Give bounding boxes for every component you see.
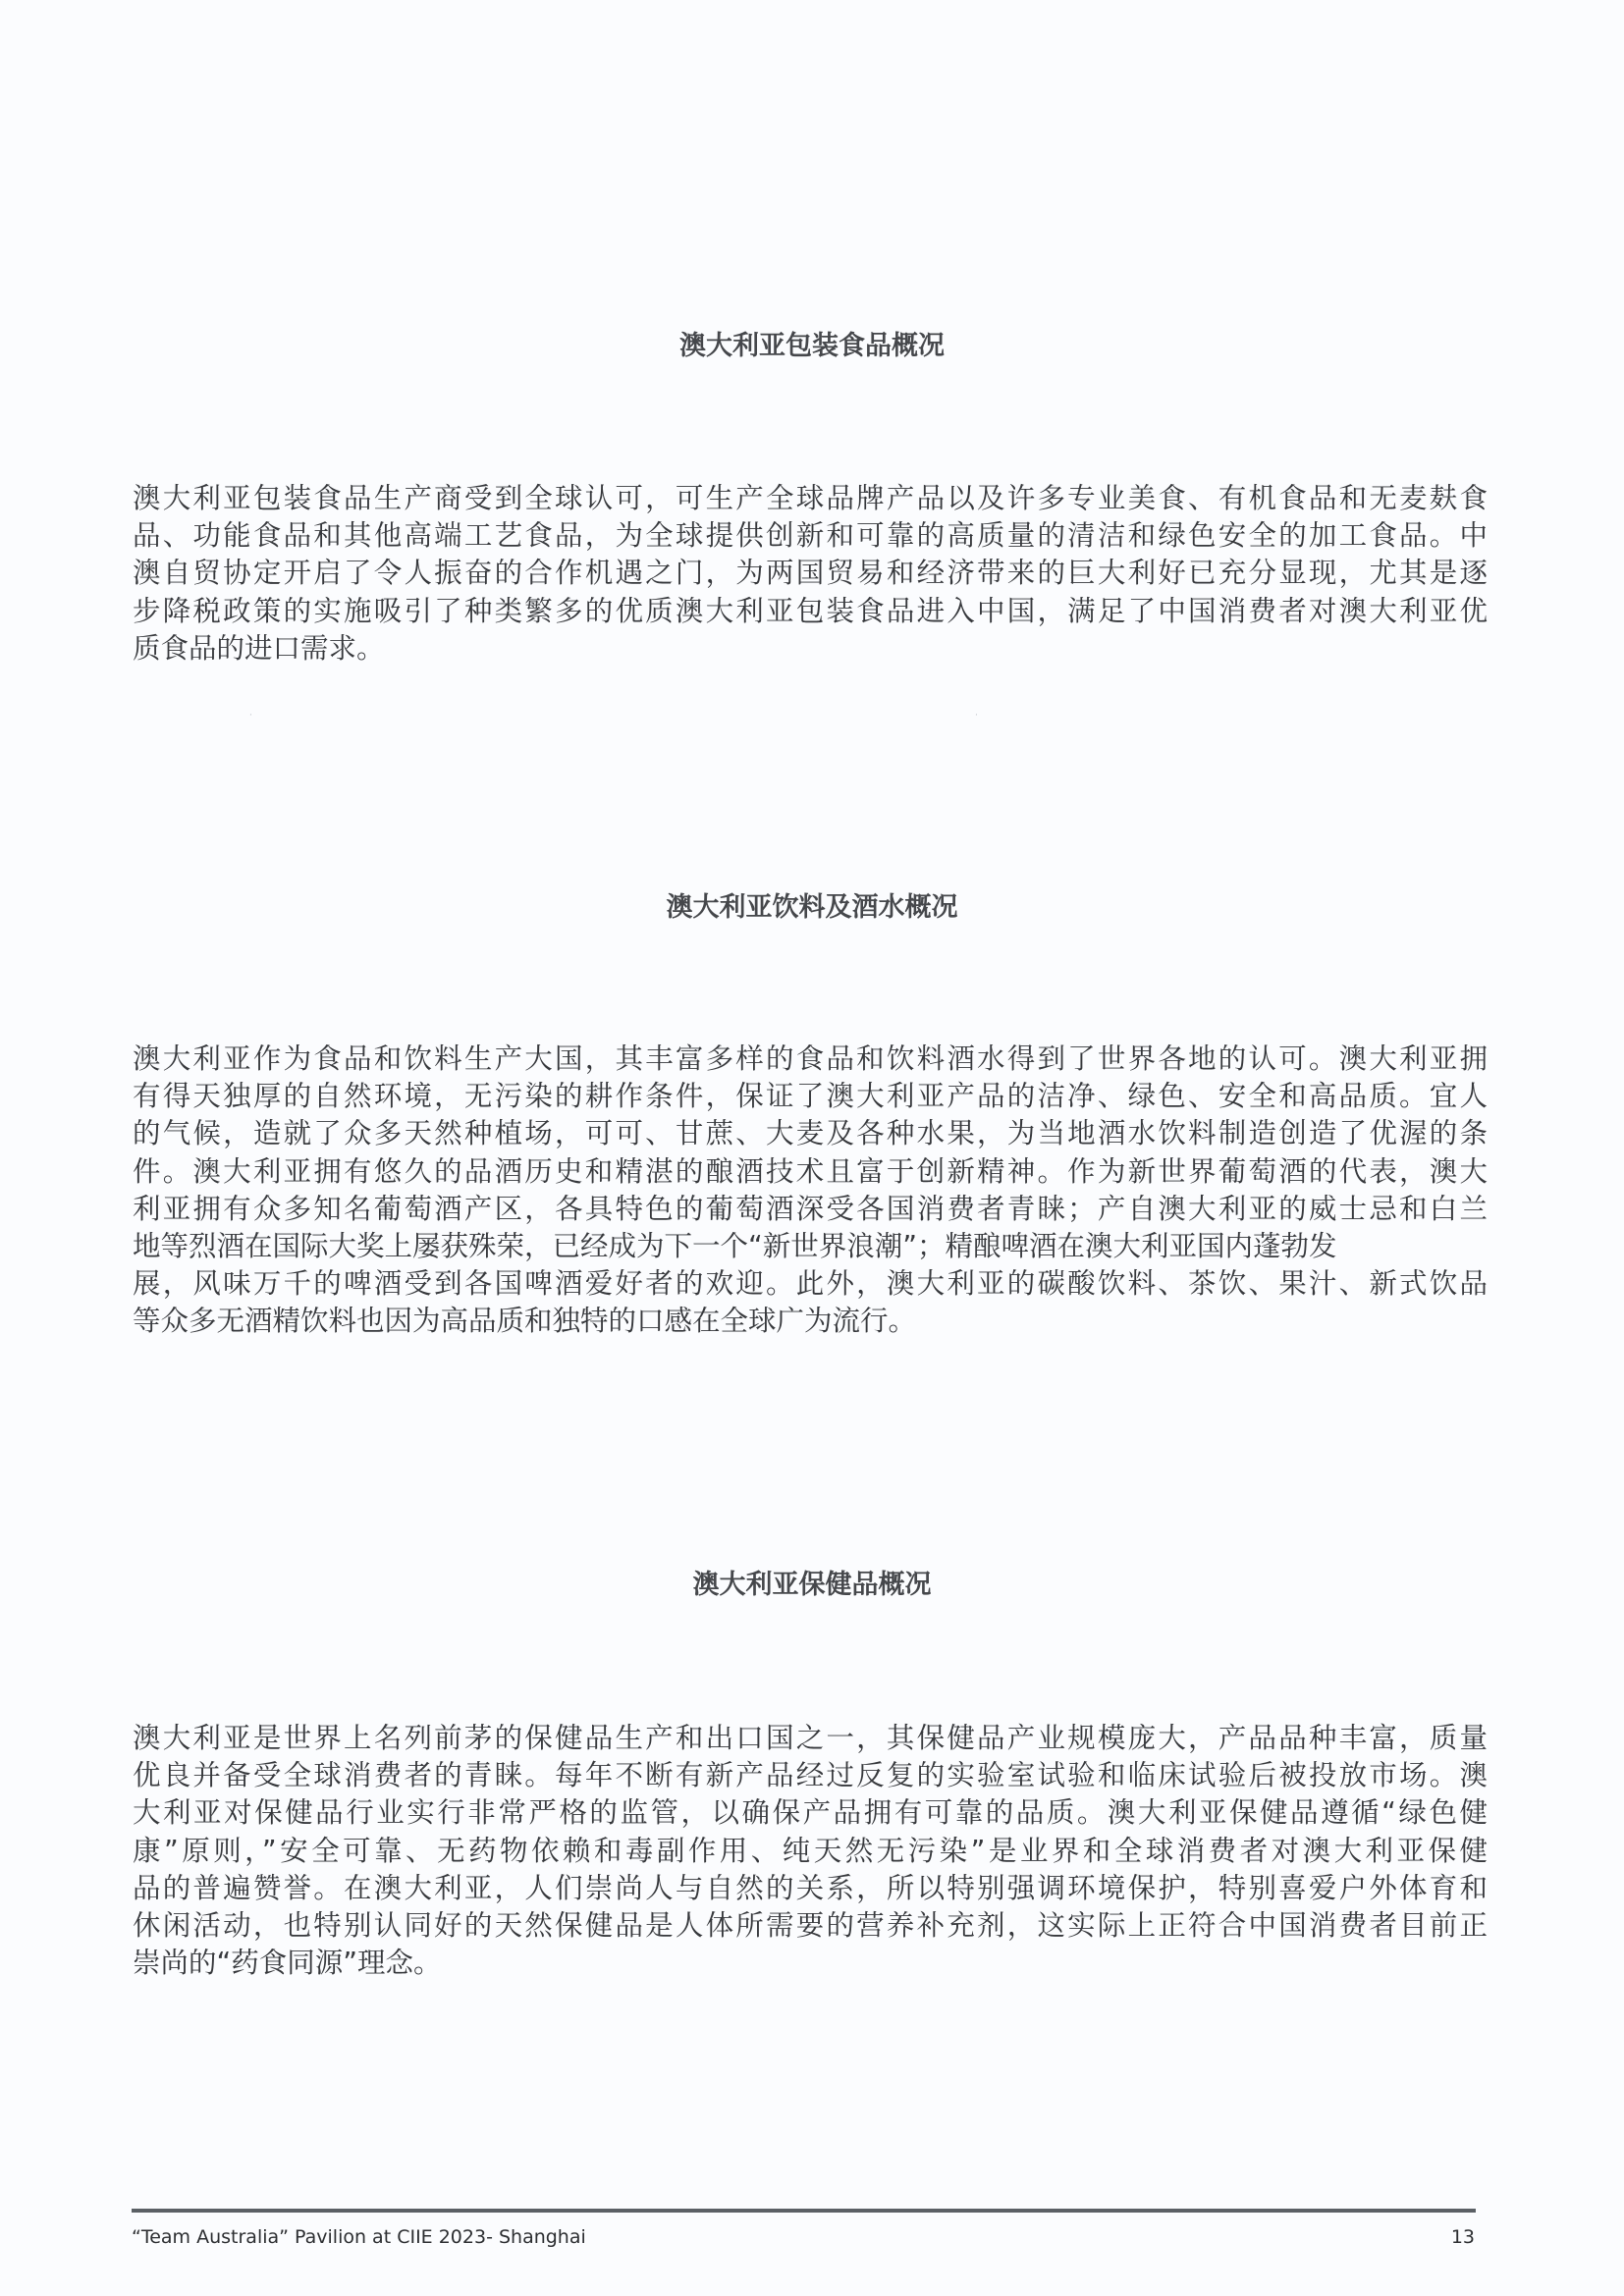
body-line: 质食品的进口需求。 [133,631,385,665]
body-line: 等众多无酒精饮料也因为高品质和独特的口感在全球广为流行。 [133,1305,917,1338]
footer-title: “Team Australia” Pavilion at CIIE 2023- Shanghai [132,2226,586,2248]
body-line: 休闲活动，也特别认同好的天然保健品是人体所需要的营养补充剂，这实际上正符合中国消费者目前正 [133,1908,1488,1942]
body-line: 地等烈酒在国际大奖上屡获殊荣，已经成为下一个“新世界浪潮”；精酿啤酒在澳大利亚国内蓬勃发 [133,1229,1337,1262]
body-line: 崇尚的“药食同源”理念。 [133,1947,442,1980]
section-title-health-supplements: 澳大利亚保健品概况 [692,1570,932,1600]
body-line: 大利亚对保健品行业实行非常严格的监管，以确保产品拥有可靠的品质。澳大利亚保健品遵循“绿色健 [133,1796,1488,1830]
body-line: 澳大利亚包装食品生产商受到全球认可，可生产全球品牌产品以及许多专业美食、有机食品和无麦麸食 [133,482,1488,514]
body-line: 品、功能食品和其他高端工艺食品，为全球提供创新和可靠的高质量的清洁和绿色安全的加工食品。中 [133,519,1488,553]
body-line: 品的普遍赞誉。在澳大利亚，人们崇尚人与自然的关系，所以特别强调环境保护，特别喜爱户外体育和 [133,1871,1488,1904]
body-line: 有得天独厚的自然环境，无污染的耕作条件，保证了澳大利亚产品的洁净、绿色、安全和高品质。宜人 [133,1080,1488,1113]
section-title-packaged-food: 澳大利亚包装食品概况 [679,331,945,361]
scan-speck: · [975,711,978,721]
body-line: 康”原则，”安全可靠、无药物依赖和毒副作用、纯天然无污染”是业界和全球消费者对澳大利亚保健 [133,1834,1488,1867]
body-line: 澳大利亚是世界上名列前茅的保健品生产和出口国之一，其保健品产业规模庞大，产品品种丰富，质量 [133,1722,1488,1754]
footer-divider [132,2209,1476,2213]
page-number: 13 [1450,2226,1475,2248]
body-line: 步降税政策的实施吸引了种类繁多的优质澳大利亚包装食品进入中国，满足了中国消费者对澳大利亚优 [133,594,1488,627]
section-body-beverages [133,1041,1488,1341]
body-line: 件。澳大利亚拥有悠久的品酒历史和精湛的酿酒技术且富于创新精神。作为新世界葡萄酒的代表，澳大 [133,1154,1488,1188]
body-line: 的气候，造就了众多天然种植场，可可、甘蔗、大麦及各种水果，为当地酒水饮料制造创造了优渥的条 [133,1117,1488,1150]
body-line: 澳自贸协定开启了令人振奋的合作机遇之门，为两国贸易和经济带来的巨大利好已充分显现，尤其是逐 [133,557,1488,590]
scan-speck: · [249,711,252,721]
body-line: 优良并备受全球消费者的青睐。每年不断有新产品经过反复的实验室试验和临床试验后被投放市场。澳 [133,1759,1488,1792]
section-title-beverages: 澳大利亚饮料及酒水概况 [666,892,958,923]
section-body-packaged-food [133,480,1488,667]
body-line: 展，风味万千的啤酒受到各国啤酒爱好者的欢迎。此外，澳大利亚的碳酸饮料、茶饮、果汁、新式饮品 [133,1267,1488,1301]
section-body-health-supplements [133,1720,1488,1982]
body-line: 利亚拥有众多知名葡萄酒产区，各具特色的葡萄酒深受各国消费者青睐；产自澳大利亚的威士忌和白兰 [133,1192,1488,1225]
body-line: 澳大利亚作为食品和饮料生产大国，其丰富多样的食品和饮料酒水得到了世界各地的认可。澳大利亚拥 [133,1042,1488,1075]
